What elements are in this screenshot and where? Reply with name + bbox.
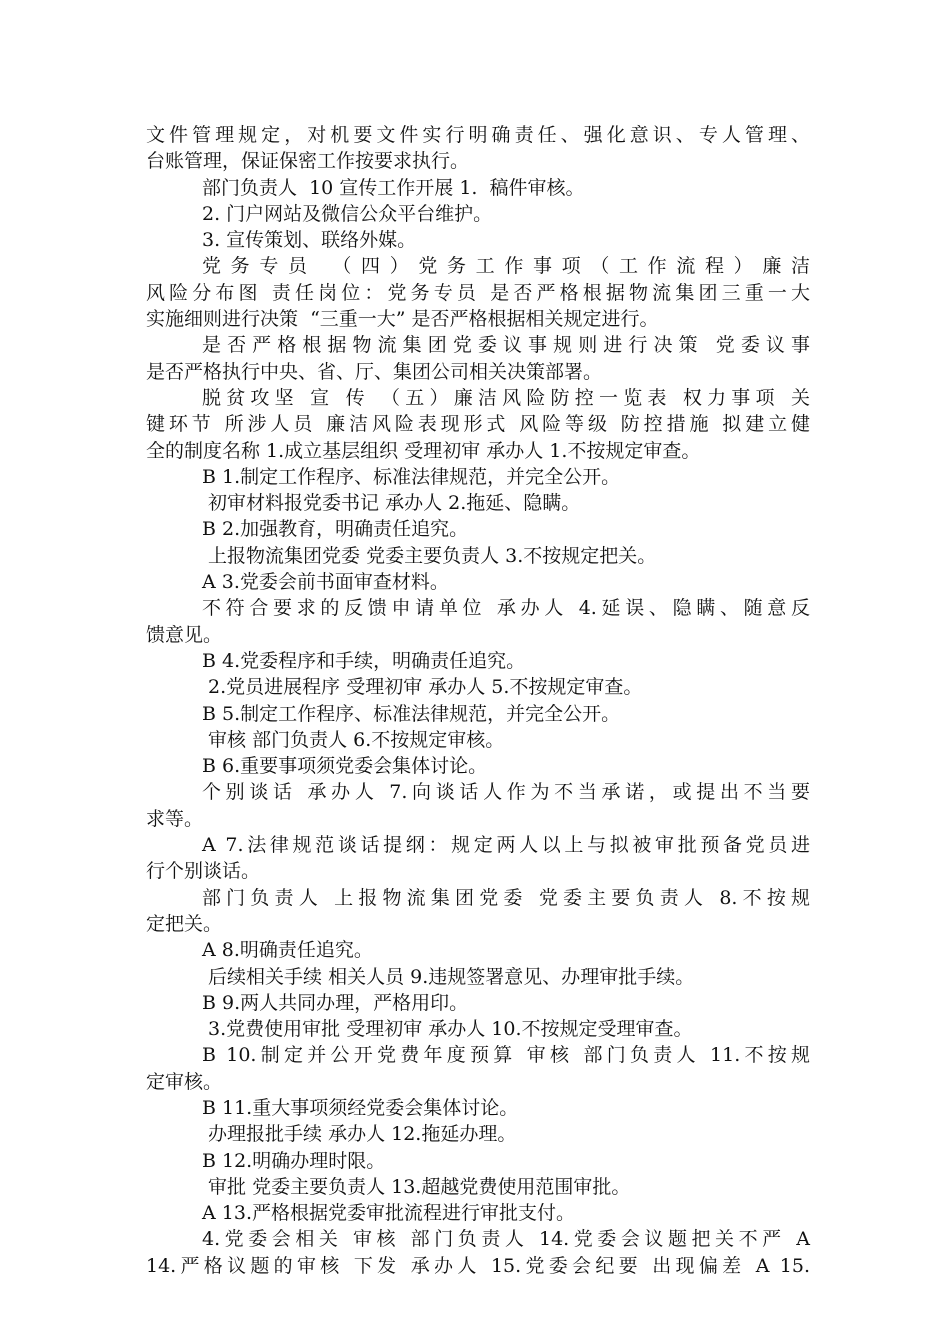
text-line: B 12.明确办理时限。 bbox=[202, 1149, 386, 1172]
text-line: 风险分布图 责任岗位：党务专员 是否严格根据物流集团三重一大 bbox=[146, 281, 810, 304]
text-line: B 1.制定工作程序、标准法律规范，并完全公开。 bbox=[202, 465, 621, 488]
text-line: A 7.法律规范谈话提纲：规定两人以上与拟被审批预备党员进 bbox=[202, 834, 810, 857]
text-line: 求等。 bbox=[146, 807, 204, 830]
text-line: 上报物流集团党委 党委主要负责人 3.不按规定把关。 bbox=[202, 544, 657, 567]
text-line: B 2.加强教育，明确责任追究。 bbox=[202, 518, 469, 541]
text-line: 台账管理，保证保密工作按要求执行。 bbox=[146, 150, 470, 173]
text-line: 初审材料报党委书记 承办人 2.拖延、隐瞒。 bbox=[202, 492, 581, 515]
text-line: 不符合要求的反馈申请单位 承办人 4.延误、隐瞒、随意反 bbox=[202, 597, 810, 620]
text-line: 部门负责人 上报物流集团党委 党委主要负责人 8.不按规 bbox=[202, 886, 810, 909]
text-line: 4.党委会相关 审核 部门负责人 14.党委会议题把关不严 A bbox=[202, 1228, 810, 1251]
text-line: 办理报批手续 承办人 12.拖延办理。 bbox=[202, 1123, 517, 1146]
text-line: 定把关。 bbox=[146, 912, 223, 935]
text-line: 14.严格议题的审核 下发 承办人 15.党委会纪要 出现偏差 A 15. bbox=[146, 1254, 810, 1277]
text-line: B 5.制定工作程序、标准法律规范，并完全公开。 bbox=[202, 702, 621, 725]
text-line: 是否严格执行中央、省、厅、集团公司相关决策部署。 bbox=[146, 360, 603, 383]
text-line: 行个别谈话。 bbox=[146, 860, 261, 883]
text-line: 3. 宣传策划、联络外媒。 bbox=[202, 229, 417, 252]
text-line: A 13.严格根据党委审批流程进行审批支付。 bbox=[202, 1202, 575, 1225]
text-line: 部门负责人 10 宣传工作开展 1. 稿件审核。 bbox=[202, 176, 585, 199]
text-line: 审批 党委主要负责人 13.超越党费使用范围审批。 bbox=[202, 1175, 631, 1198]
text-line: 馈意见。 bbox=[146, 623, 223, 646]
text-line: A 3.党委会前书面审查材料。 bbox=[202, 571, 449, 594]
text-line: A 8.明确责任追究。 bbox=[202, 939, 373, 962]
text-line: B 11.重大事项须经党委会集体讨论。 bbox=[202, 1096, 519, 1119]
document-body bbox=[146, 122, 810, 1279]
text-line: B 6.重要事项须党委会集体讨论。 bbox=[202, 755, 488, 778]
text-line: 脱贫攻坚 宣 传 （五）廉洁风险防控一览表 权力事项 关 bbox=[202, 386, 810, 409]
text-line: 个别谈话 承办人 7.向谈话人作为不当承诺，或提出不当要 bbox=[202, 781, 810, 804]
text-line: 2. 门户网站及微信公众平台维护。 bbox=[202, 202, 493, 225]
text-line: B 4.党委程序和手续，明确责任追究。 bbox=[202, 649, 526, 672]
text-line: 3.党费使用审批 受理初审 承办人 10.不按规定受理审查。 bbox=[202, 1018, 693, 1041]
text-line: 2.党员进展程序 受理初审 承办人 5.不按规定审查。 bbox=[202, 676, 643, 699]
text-line: B 10.制定并公开党费年度预算 审核 部门负责人 11.不按规 bbox=[202, 1044, 810, 1067]
text-line: 定审核。 bbox=[146, 1070, 223, 1093]
text-line: 后续相关手续 相关人员 9.违规签署意见、办理审批手续。 bbox=[202, 965, 695, 988]
text-line: 审核 部门负责人 6.不按规定审核。 bbox=[202, 728, 505, 751]
text-line: B 9.两人共同办理，严格用印。 bbox=[202, 991, 469, 1014]
text-line: 键环节 所涉人员 廉洁风险表现形式 风险等级 防控措施 拟建立健 bbox=[146, 413, 810, 436]
text-line: 文件管理规定，对机要文件实行明确责任、强化意识、专人管理、 bbox=[146, 124, 810, 146]
text-line: 党务专员 （四）党务工作事项（工作流程）廉洁 bbox=[202, 255, 810, 278]
text-line: 全的制度名称 1.成立基层组织 受理初审 承办人 1.不按规定审查。 bbox=[146, 439, 701, 462]
text-line: 实施细则进行决策 “三重一大” 是否严格根据相关规定进行。 bbox=[146, 308, 659, 331]
text-line: 是否严格根据物流集团党委议事规则进行决策 党委议事 bbox=[202, 334, 810, 357]
